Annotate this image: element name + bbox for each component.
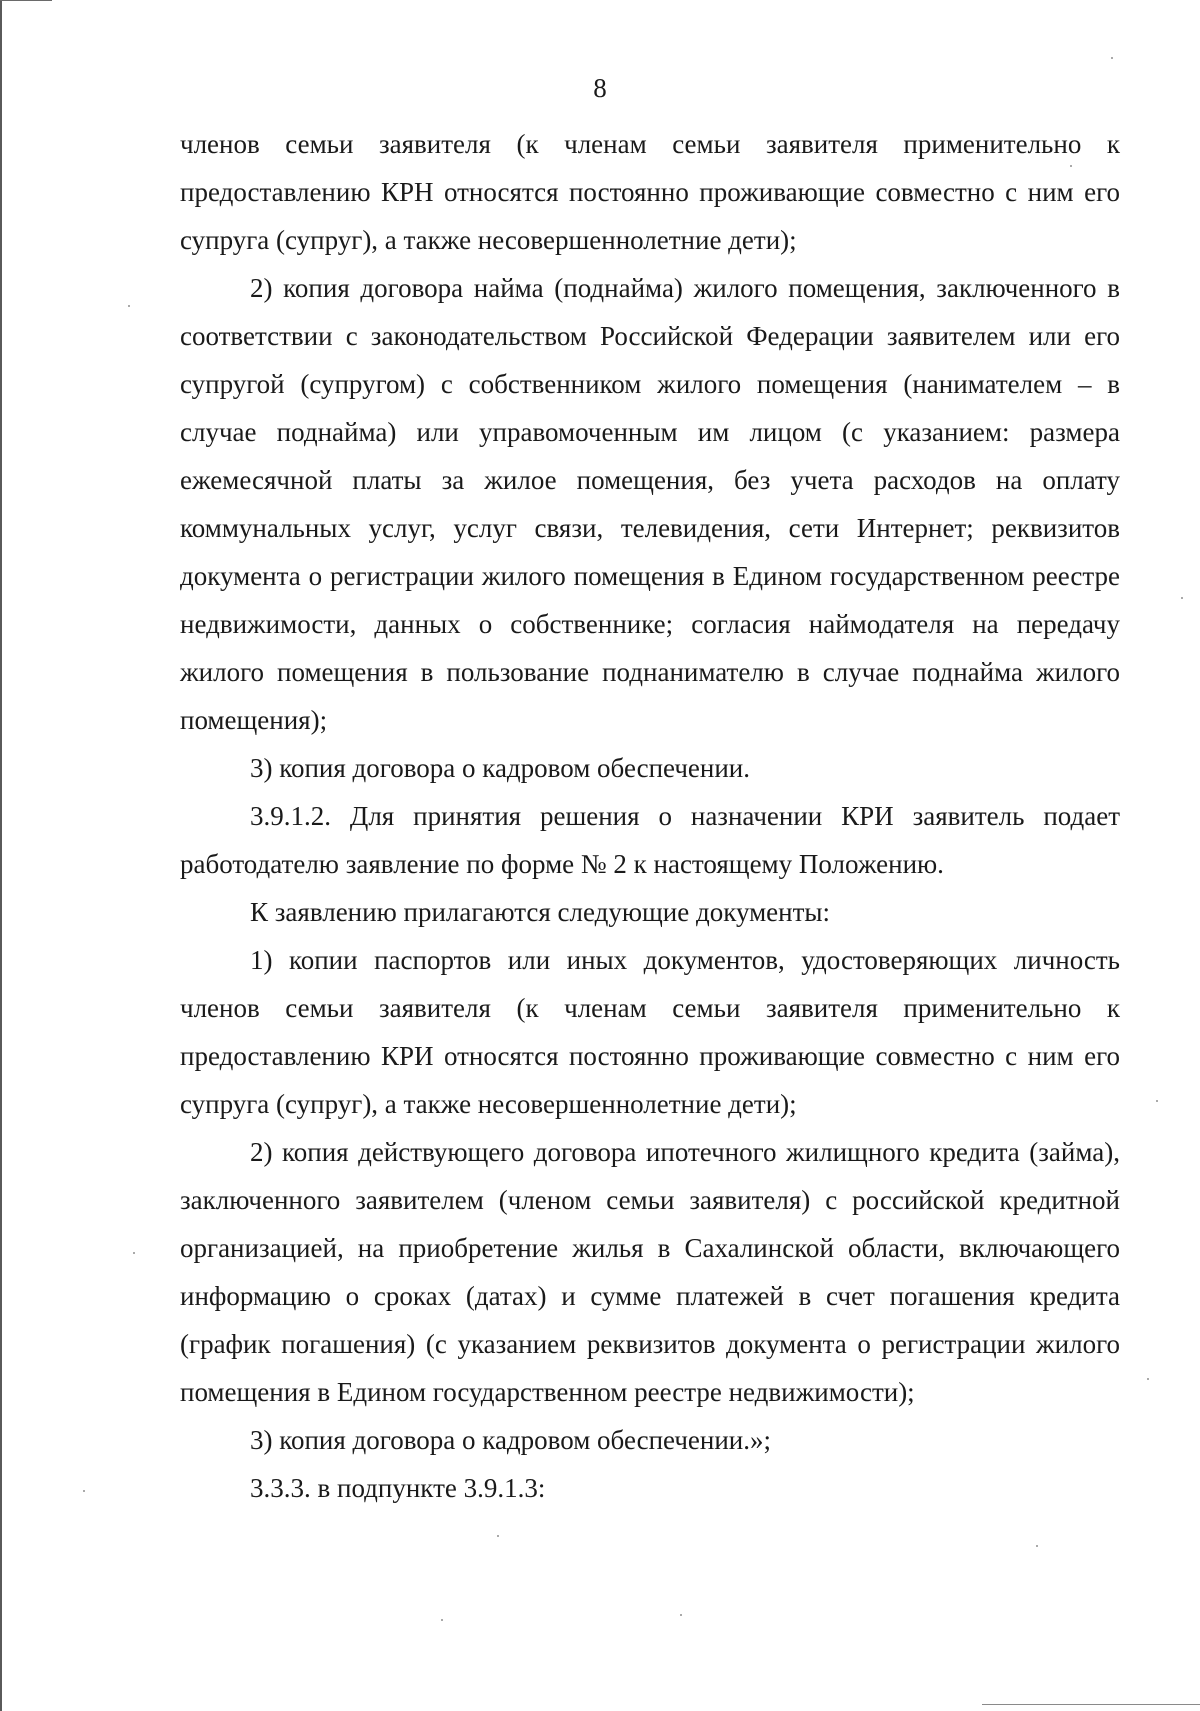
paragraph-staffing-contract-copy: 3) копия договора о кадровом обеспечении. [250,752,751,783]
paragraph-passport-copies: 1) копии паспортов или иных документов, удостоверяющих личность членов семьи заявителя (к членам семьи заявителя применительно к предоставлению КРИ относятся постоянно проживающие совместно с ним его супруга (супруг), а также несовершеннолетние дети); [180,944,1120,1119]
document-body [180,120,1120,1512]
scan-speck [680,1614,682,1616]
scan-speck [128,305,130,307]
paragraph-subclause-3-9-1-3: 3.3.3. в подпункте 3.9.1.3: [250,1472,546,1503]
page-number: 8 [593,73,607,103]
scan-speck [1156,1100,1158,1102]
paragraph-attached-documents: К заявлению прилагаются следующие документы: [250,896,831,927]
scan-speck [1070,165,1072,167]
scan-top-edge [0,0,52,1]
scan-speck [441,1619,443,1621]
paragraph-family-members-krn: членов семьи заявителя (к членам семьи заявителя применительно к предоставлению КРН относятся постоянно проживающие совместно с ним его супруга (супруг), а также несовершеннолетние дети); [180,128,1120,255]
scan-speck [83,1490,85,1492]
scan-left-edge [0,0,2,1711]
paragraph-kri-application: 3.9.1.2. Для принятия решения о назначении КРИ заявитель подает работодателю заявление по форме № 2 к настоящему Положению. [180,800,1120,879]
scan-speck [133,1252,135,1254]
scan-bottom-edge [982,1704,1200,1705]
scan-speck [1036,1545,1038,1547]
scan-speck [497,1535,499,1537]
paragraph-mortgage-agreement-copy: 2) копия действующего договора ипотечного жилищного кредита (займа), заключенного заявителем (членом семьи заявителя) с российской кредитной организацией, на приобретение жилья в Сахалинской области, включающего информацию о сроках (датах) и сумме платежей в счет погашения кредита (график погашения) (с указанием реквизитов документа о регистрации жилого помещения в Едином государственном реестре недвижимости); [180,1136,1120,1407]
scan-speck [1111,57,1113,59]
scan-speck [1181,597,1183,599]
paragraph-staffing-contract-copy-final: 3) копия договора о кадровом обеспечении.»; [250,1424,772,1455]
scan-speck [1147,1378,1149,1380]
paragraph-lease-agreement-copy: 2) копия договора найма (поднайма) жилого помещения, заключенного в соответствии с законодательством Российской Федерации заявителем или его супругой (супругом) с собственником жилого помещения (нанимателем – в случае поднайма) или управомоченным им лицом (с указанием: размера ежемесячной платы за жилое помещения, без учета расходов на оплату коммунальных услуг, услуг связи, телевидения, сети Интернет; реквизитов документа о регистрации жилого помещения в Едином государственном реестре недвижимости, данных о собственнике; согласия наймодателя на передачу жилого помещения в пользование поднанимателю в случае поднайма жилого помещения); [180,272,1120,735]
